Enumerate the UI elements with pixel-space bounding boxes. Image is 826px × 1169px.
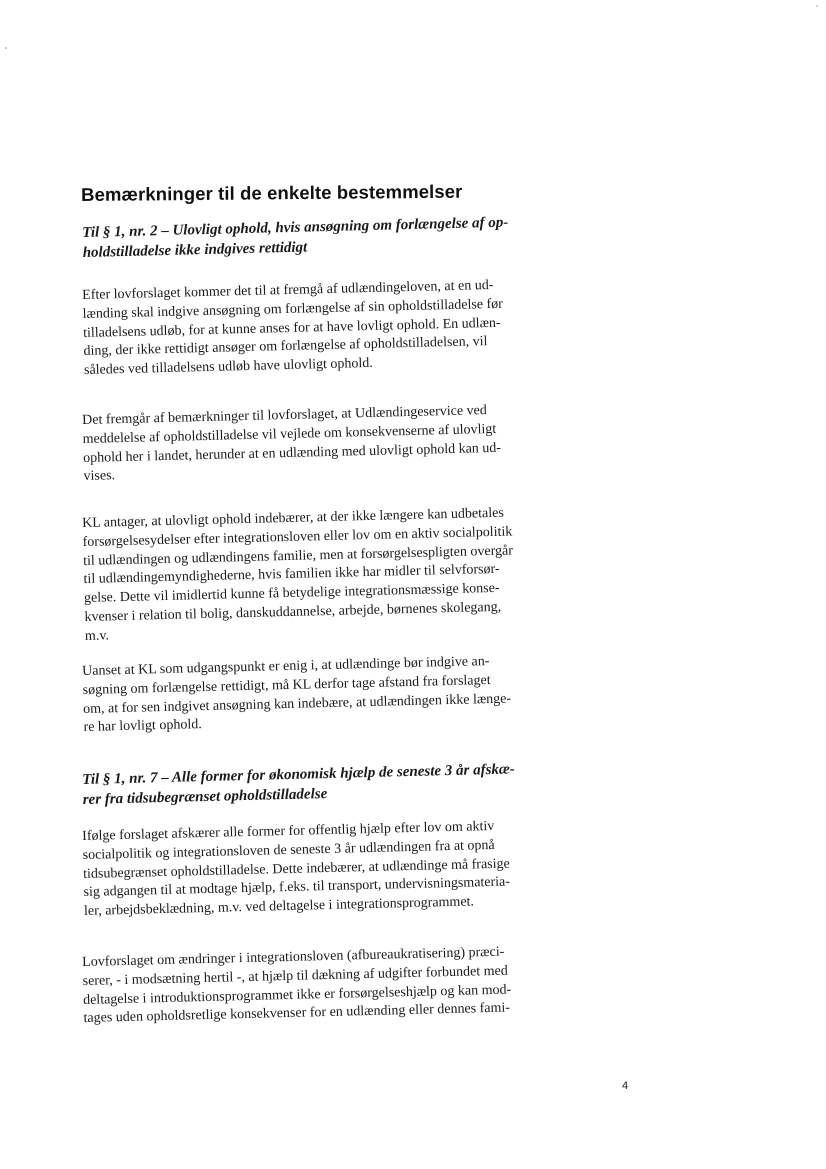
section-1-paragraph-2 (82, 400, 564, 487)
text-line: Lovforslaget om ændringer i integrationsloven (afbureaukratisering) præci- (82, 944, 505, 970)
text-line: Efter lovforslaget kommer det til at fremgå af udlændingeloven, at en ud- (82, 277, 494, 303)
section-2-paragraph-2 (82, 942, 564, 1029)
subheading-line: Til § 1, nr. 2 – Ulovligt ophold, hvis ansøgning om forlængelse af op- (82, 214, 509, 241)
page-heading: Bemærkninger til de enkelte bestemmelser (81, 180, 463, 205)
text-line: vises. (83, 468, 116, 485)
text-line: m.v. (84, 628, 110, 644)
text-line: ding, der ikke rettidigt ansøger om forlængelse af opholdstilladelsen, vil (83, 334, 488, 360)
text-line: tidsubegrænset opholdstilladelse. Dette indebærer, at udlændinge må frasige (82, 856, 510, 882)
section-1-paragraph-3 (82, 503, 565, 646)
subheading-line: holdstilladelse ikke indgives rettidigt (82, 239, 308, 261)
text-line: til udlændingen og udlændingens familie, men at forsørgelsespligten overgår (82, 543, 514, 569)
subheading-line: Til § 1, nr. 7 – Alle former for økonomisk hjælp de seneste 3 år afskæ- (82, 761, 515, 788)
text-line: tages uden opholdsretlige konsekvenser for en udlænding eller dennes fami- (83, 1000, 511, 1027)
text-line: KL antager, at ulovligt ophold indebærer, at der ikke længere kan udbetales (82, 505, 504, 531)
text-line: kvenser i relation til bolig, danskuddannelse, arbejde, børnenes skolegang, (84, 599, 502, 625)
text-line: Uanset at KL som udgangspunkt er enig i, at udlændinge bør indgive an- (82, 654, 490, 679)
text-line: deltagelse i introduktionsprogrammet ikke er forsørgelseshjælp og kan mod- (82, 982, 512, 1008)
text-line: tilladelsens udløb, for at kunne anses for at have lovligt ophold. En udlæn- (82, 315, 501, 341)
text-line: ler, arbejdsbeklædning, m.v. ved deltagelse i integrationsprogrammet. (83, 894, 475, 920)
text-line: Det fremgår af bemærkninger til lovforslaget, at Udlændingeservice ved (82, 403, 487, 428)
text-line: socialpolitik og integrationsloven de seneste 3 år udlændingen fra at opnå (82, 837, 495, 863)
section-1-paragraph-4 (82, 651, 564, 738)
text-line: om, at for sen indgivet ansøgning kan indebære, at udlændingen ikke længe- (82, 691, 512, 717)
text-line: serer, - i modsætning hertil -, at hjælp til dækning af udgifter forbundet med (82, 963, 508, 989)
section-1-paragraph-1 (82, 275, 564, 381)
text-line: forsørgelsesydelser efter integrationsloven eller lov om en aktiv socialpolitik (82, 524, 513, 550)
page-number: 4 (622, 1080, 629, 1092)
section-2-paragraph-1 (82, 816, 564, 922)
text-line: til udlændingemyndighederne, hvis familien ikke har midler til selvforsør- (83, 562, 500, 588)
text-line: ophold her i landet, herunder at en udlænding med ulovligt ophold kan ud- (82, 440, 502, 466)
text-line: meddelelse af opholdstilladelse vil vejlede om konsekvenserne af ulovligt (82, 421, 497, 447)
text-line: Ifølge forslaget afskærer alle former for offentlig hjælp efter lov om aktiv (82, 818, 495, 844)
text-line: søgning om forlængelse rettidigt, må KL derfor tage afstand fra forslaget (82, 672, 491, 698)
text-line: re har lovligt ophold. (83, 717, 202, 736)
subheading-line: rer fra tidsubegrænset opholdstilladelse (82, 786, 328, 808)
text-line: sig adgangen til at modtage hjælp, f.eks. til transport, undervisningsmateria- (83, 874, 511, 901)
text-line: således ved tilladelsens udløb have ulovligt ophold. (83, 356, 374, 379)
text-line: gelse. Dette vil imidlertid kunne få betydelige integrationsmæssige konse- (83, 581, 500, 607)
text-line: lænding skal indgive ansøgning om forlængelse af sin opholdstilladelse før (82, 296, 504, 322)
